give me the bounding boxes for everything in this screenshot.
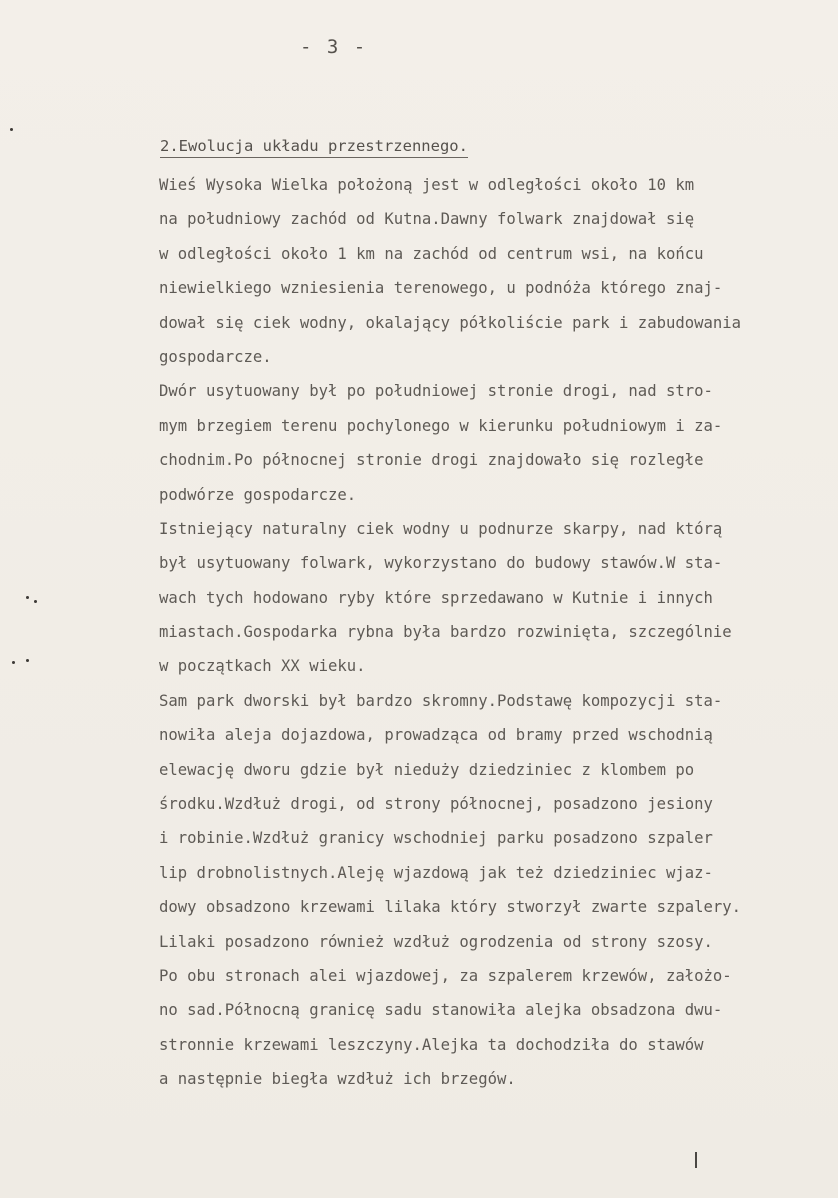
text-line: środku.Wzdłuż drogi, od strony północnej, posadzono jesiony	[159, 795, 713, 814]
text-line: miastach.Gospodarka rybna była bardzo rozwinięta, szczególnie	[159, 623, 732, 642]
text-line: Istniejący naturalny ciek wodny u podnurze skarpy, nad którą	[159, 519, 723, 538]
scan-speck	[26, 659, 29, 662]
section-heading: 2.Ewolucja układu przestrzennego.	[160, 137, 468, 158]
text-line: Wieś Wysoka Wielka położoną jest w odległości około 10 km	[159, 176, 695, 194]
page-number: - 3 -	[300, 36, 368, 58]
scan-speck	[34, 600, 37, 603]
text-line: mym brzegiem terenu pochylonego w kierunku południowym i za-	[159, 416, 723, 435]
text-line: wach tych hodowano ryby które sprzedawano w Kutnie i innych	[159, 588, 713, 607]
scan-mark	[695, 1152, 697, 1168]
text-line: niewielkiego wzniesienia terenowego, u podnóża którego znaj-	[159, 279, 723, 298]
text-line: no sad.Północną granicę sadu stanowiła alejka obsadzona dwu-	[159, 1001, 723, 1020]
text-line: stronnie krzewami leszczyny.Alejka ta dochodziła do stawów	[159, 1035, 704, 1054]
text-line: nowiła aleja dojazdowa, prowadząca od bramy przed wschodnią	[159, 726, 713, 745]
text-line: w odległości około 1 km na zachód od centrum wsi, na końcu	[159, 244, 704, 263]
text-line: chodnim.Po północnej stronie drogi znajdowało się rozległe	[159, 451, 704, 470]
scan-speck	[26, 596, 29, 599]
text-line: na południowy zachód od Kutna.Dawny folwark znajdował się	[159, 210, 695, 229]
text-line: i robinie.Wzdłuż granicy wschodniej parku posadzono szpaler	[159, 829, 713, 848]
text-line: Sam park dworski był bardzo skromny.Podstawę kompozycji sta-	[159, 691, 723, 710]
text-line: dował się ciek wodny, okalający półkoliście park i zabudowania	[159, 313, 742, 332]
text-line: podwórze gospodarcze.	[159, 485, 357, 504]
text-line: dowy obsadzono krzewami lilaka który stworzył zwarte szpalery.	[159, 898, 742, 917]
text-line: elewację dworu gdzie był nieduży dziedziniec z klombem po	[159, 760, 695, 779]
text-line: Lilaki posadzono również wzdłuż ogrodzenia od strony szosy.	[159, 932, 713, 951]
text-line: Dwór usytuowany był po południowej stronie drogi, nad stro-	[159, 382, 713, 401]
scan-speck	[12, 661, 15, 664]
text-line: Po obu stronach alei wjazdowej, za szpalerem krzewów, założo-	[159, 966, 732, 985]
text-line: lip drobnolistnych.Aleję wjazdową jak też dziedziniec wjaz-	[159, 863, 713, 882]
body-text	[159, 168, 829, 1097]
text-line: w początkach XX wieku.	[159, 657, 366, 676]
text-line: a następnie biegła wzdłuż ich brzegów.	[159, 1070, 516, 1089]
scan-speck	[10, 128, 13, 131]
text-line: był usytuowany folwark, wykorzystano do budowy stawów.W sta-	[159, 554, 723, 573]
text-line: gospodarcze.	[159, 347, 272, 366]
